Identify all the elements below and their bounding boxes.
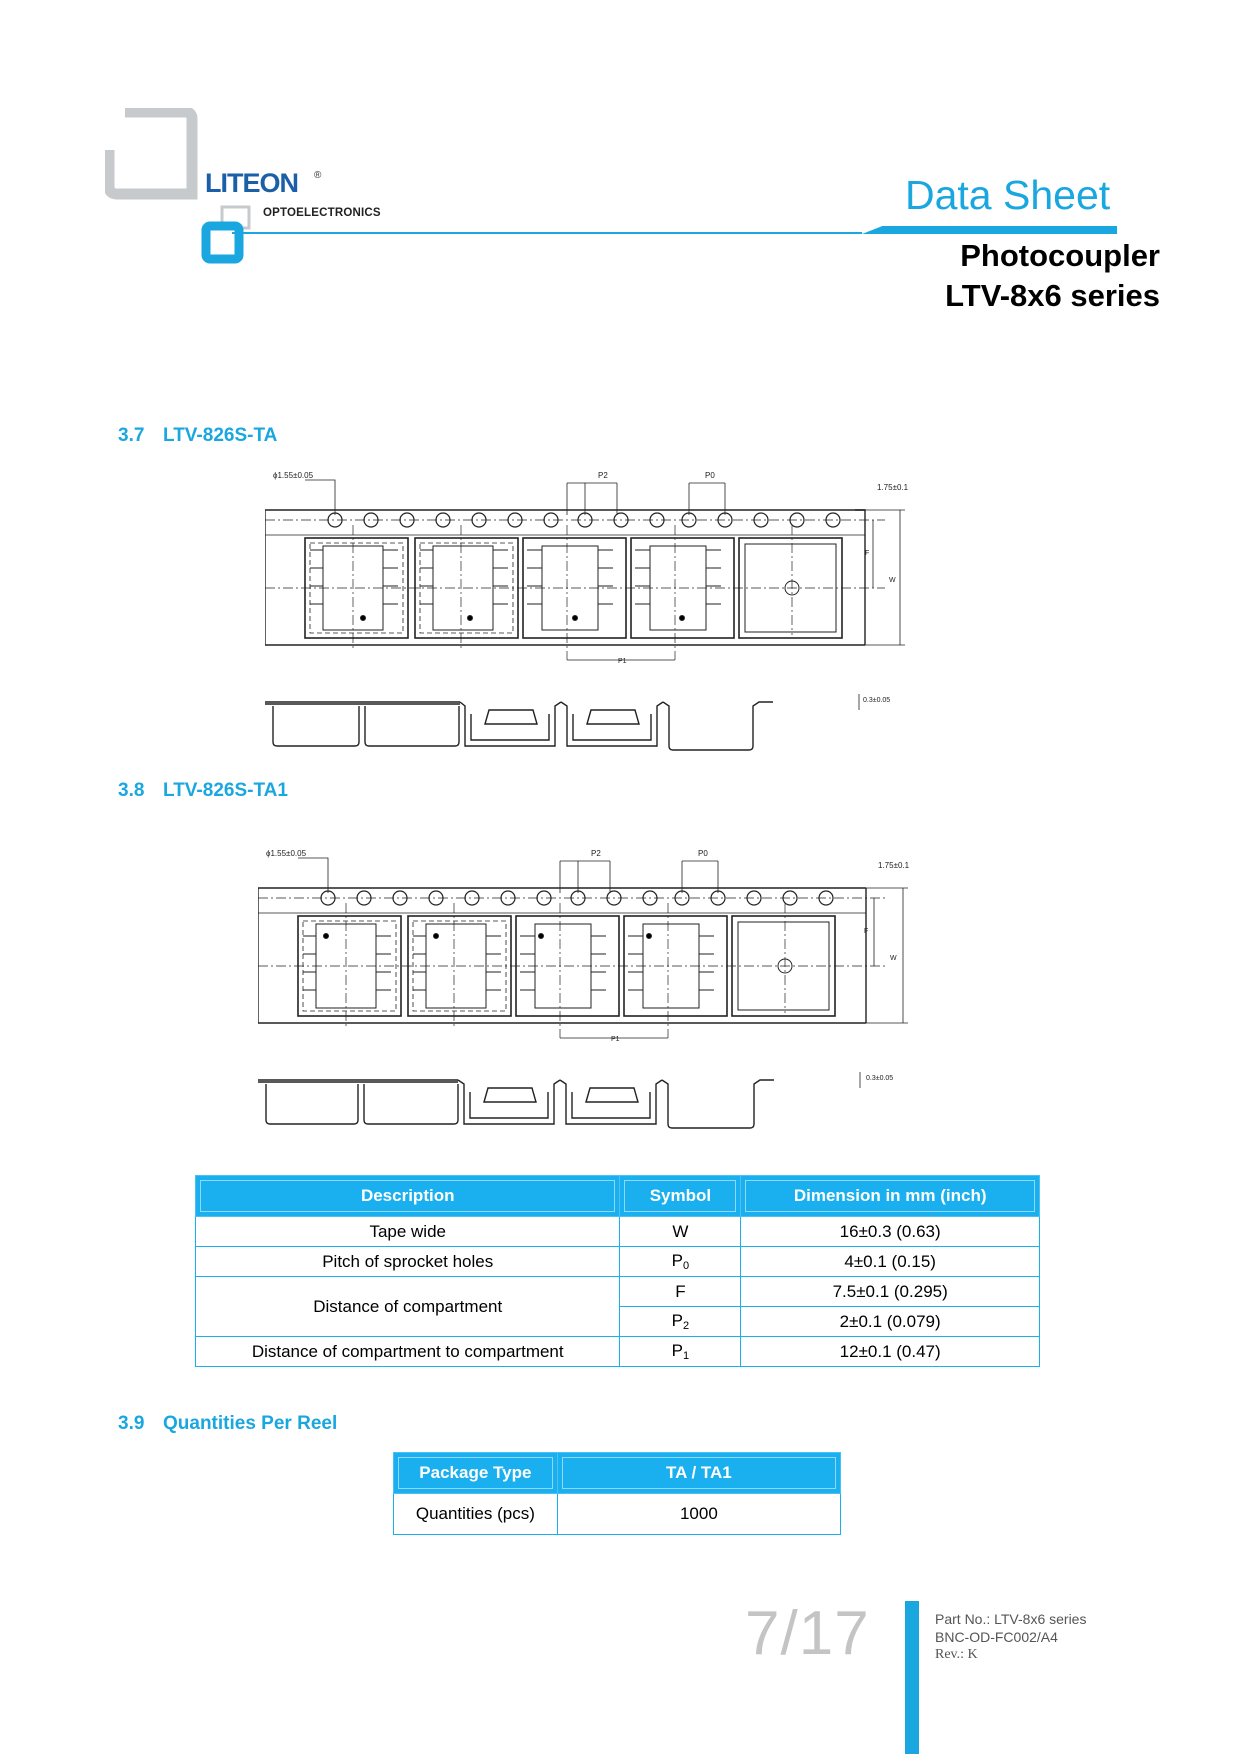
cell-dimension: 4±0.1 (0.15)	[741, 1247, 1040, 1277]
thickness-label: 0.3±0.05	[866, 1075, 894, 1082]
brand-subtitle: OPTOELECTRONICS	[263, 207, 381, 219]
cell-description: Tape wide	[196, 1217, 620, 1247]
header-rule-accent	[862, 226, 1117, 234]
tape-side-view	[258, 1072, 860, 1128]
quantity-table	[393, 1452, 841, 1535]
cell-symbol: W	[620, 1217, 741, 1247]
header-dimension: Dimension in mm (inch)	[741, 1176, 1040, 1217]
table-header-row	[196, 1176, 1040, 1217]
p0-label: P0	[705, 471, 715, 480]
p2-label: P2	[598, 471, 608, 480]
cell-description: Distance of compartment	[196, 1277, 620, 1337]
header-symbol: Symbol	[620, 1176, 741, 1217]
product-series: LTV-8x6 series	[945, 278, 1160, 313]
edge-dim-label: 1.75±0.1	[878, 861, 910, 870]
p0-label: P0	[698, 849, 708, 858]
table-row	[196, 1217, 1040, 1247]
tape-drawing-ta1	[258, 848, 928, 1138]
table-row	[196, 1277, 1040, 1307]
footer-part-no: Part No.: LTV-8x6 series	[935, 1611, 1087, 1627]
section-title: Quantities Per Reel	[163, 1413, 338, 1434]
dimension-table	[195, 1175, 1040, 1367]
page-number: 7/17	[745, 1599, 870, 1668]
section-number: 3.7	[118, 425, 145, 446]
table-row	[394, 1494, 841, 1535]
cell-symbol: F	[620, 1277, 741, 1307]
header-ta-ta1: TA / TA1	[557, 1453, 840, 1494]
cell-symbol: $P_0$	[620, 1247, 741, 1277]
tape-diagram-ta	[265, 470, 915, 760]
section-title: LTV-826S-TA1	[163, 780, 288, 801]
cell-dimension: 7.5±0.1 (0.295)	[741, 1277, 1040, 1307]
edge-dim-label: 1.75±0.1	[877, 483, 909, 492]
section-heading-3-8	[118, 780, 288, 802]
cell-description: Pitch of sprocket holes	[196, 1247, 620, 1277]
header-description: Description	[196, 1176, 620, 1217]
header-package-type: Package Type	[394, 1453, 558, 1494]
tape-drawing-ta	[265, 470, 915, 760]
product-title: Photocoupler	[960, 238, 1160, 273]
f-label: F	[865, 550, 870, 557]
cell-description: Distance of compartment to compartment	[196, 1337, 620, 1367]
brand-name: LITEON	[205, 168, 298, 198]
hole-dim-label: ϕ1.55±0.05	[266, 849, 307, 858]
section-heading-3-9	[118, 1413, 337, 1435]
p1-label: P1	[611, 1036, 620, 1043]
document-type: Data Sheet	[905, 172, 1111, 218]
footer-revision: Rev.: K	[935, 1647, 978, 1662]
cell-label: Quantities (pcs)	[394, 1494, 558, 1535]
cell-symbol: $P_1$	[620, 1337, 741, 1367]
p2-label: P2	[591, 849, 601, 858]
section-number: 3.9	[118, 1413, 145, 1434]
cell-symbol: $P_2$	[620, 1307, 741, 1337]
table-row	[196, 1337, 1040, 1367]
footer-doc-no: BNC-OD-FC002/A4	[935, 1629, 1058, 1645]
section-number: 3.8	[118, 780, 145, 801]
p1-label: P1	[618, 658, 627, 665]
hole-dim-label: ϕ1.55±0.05	[273, 471, 314, 480]
cell-value: 1000	[557, 1494, 840, 1535]
registered-mark: ®	[314, 170, 322, 181]
cell-dimension: 16±0.3 (0.63)	[741, 1217, 1040, 1247]
cell-dimension: 2±0.1 (0.079)	[741, 1307, 1040, 1337]
header-rule	[232, 232, 862, 234]
section-heading-3-7	[118, 425, 277, 447]
thickness-label: 0.3±0.05	[863, 697, 891, 704]
section-title: LTV-826S-TA	[163, 425, 278, 446]
footer-accent-bar	[905, 1601, 919, 1754]
tape-diagram-ta1	[258, 848, 928, 1138]
cell-dimension: 12±0.1 (0.47)	[741, 1337, 1040, 1367]
w-label: W	[889, 577, 896, 584]
table-row	[196, 1247, 1040, 1277]
tape-side-view	[265, 694, 859, 750]
f-label: F	[864, 928, 869, 935]
table-header-row	[394, 1453, 841, 1494]
w-label: W	[890, 955, 897, 962]
